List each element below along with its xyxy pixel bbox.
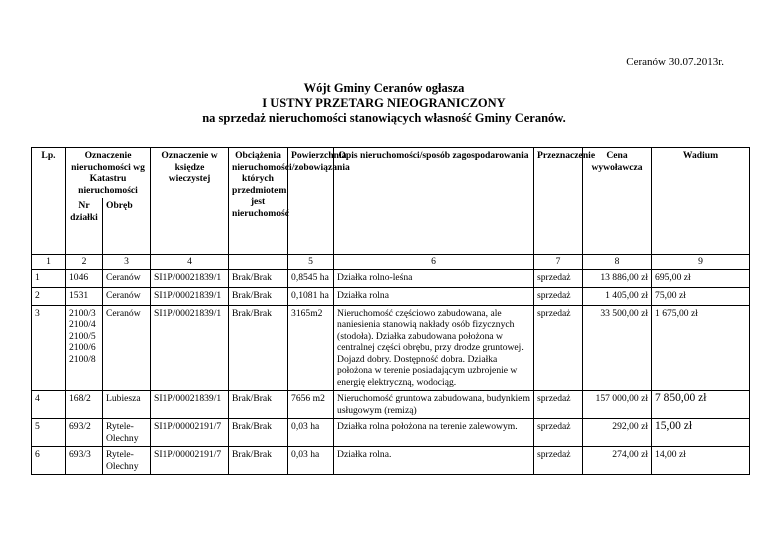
cell-przeznaczenie: sprzedaż: [534, 447, 583, 475]
cell-nr-dzialki: 693/3: [66, 447, 103, 475]
col-opis: Opis nieruchomości/sposób zagospodarowania: [334, 148, 534, 255]
cell-powierzchnia: 0,03 ha: [288, 447, 334, 475]
cell-wadium: 7 850,00 zł: [652, 391, 750, 419]
cell-cena: 33 500,00 zł: [583, 305, 652, 391]
cell-nr-dzialki: 693/2: [66, 419, 103, 447]
col-cena: Cena wywoławcza: [583, 148, 652, 255]
cell-obciazenia: Brak/Brak: [229, 269, 288, 287]
col-number: 6: [334, 255, 534, 270]
cell-cena: 292,00 zł: [583, 419, 652, 447]
column-number-row: [32, 255, 750, 270]
col-nr-dzialki: Nr działki: [66, 198, 103, 255]
announcement-subtitle: na sprzedaż nieruchomości stanowiących własność Gminy Ceranów.: [202, 111, 566, 125]
col-obreb: Obręb: [103, 198, 151, 255]
col-lp: Lp.: [32, 148, 66, 255]
cell-przeznaczenie: sprzedaż: [534, 269, 583, 287]
table-row: [32, 287, 750, 305]
cell-przeznaczenie: sprzedaż: [534, 305, 583, 391]
cell-przeznaczenie: sprzedaż: [534, 419, 583, 447]
cell-nr-dzialki: 1531: [66, 287, 103, 305]
cell-wadium: 1 675,00 zł: [652, 305, 750, 391]
cell-cena: 13 886,00 zł: [583, 269, 652, 287]
table-row: [32, 447, 750, 475]
cell-obreb: Ceranów: [103, 269, 151, 287]
cell-ksiega: SI1P/00021839/1: [151, 391, 229, 419]
col-wadium: Wadium: [652, 148, 750, 255]
cell-ksiega: SI1P/00021839/1: [151, 287, 229, 305]
cell-obreb: Rytele-Olechny: [103, 419, 151, 447]
cell-ksiega: SI1P/00021839/1: [151, 269, 229, 287]
col-number: 2: [66, 255, 103, 270]
cell-wadium: 695,00 zł: [652, 269, 750, 287]
table-row: [32, 391, 750, 419]
cell-obciazenia: Brak/Brak: [229, 287, 288, 305]
cell-lp: 2: [32, 287, 66, 305]
cell-lp: 3: [32, 305, 66, 391]
document-date: Ceranów 30.07.2013r.: [626, 56, 724, 68]
col-number: 8: [583, 255, 652, 270]
table-row: [32, 305, 750, 391]
cell-lp: 1: [32, 269, 66, 287]
property-table: [31, 147, 750, 475]
cell-lp: 4: [32, 391, 66, 419]
cell-obreb: Ceranów: [103, 287, 151, 305]
cell-opis: Działka rolna: [334, 287, 534, 305]
cell-opis: Działka rolna położona na terenie zalewowym.: [334, 419, 534, 447]
cell-powierzchnia: 7656 m2: [288, 391, 334, 419]
cell-cena: 274,00 zł: [583, 447, 652, 475]
cell-obciazenia: Brak/Brak: [229, 447, 288, 475]
col-number: 3: [103, 255, 151, 270]
cell-obciazenia: Brak/Brak: [229, 305, 288, 391]
cell-opis: Nieruchomość gruntowa zabudowana, budynkiem usługowym (remizą): [334, 391, 534, 419]
table-row: [32, 269, 750, 287]
announcement-title: I USTNY PRZETARG NIEOGRANICZONY: [262, 96, 506, 110]
table-row: [32, 419, 750, 447]
cell-obreb: Lubiesza: [103, 391, 151, 419]
col-ksiega: Oznaczenie w księdze wieczystej: [151, 148, 229, 255]
cell-wadium: 15,00 zł: [652, 419, 750, 447]
cell-lp: 6: [32, 447, 66, 475]
cell-ksiega: SI1P/00002191/7: [151, 447, 229, 475]
cell-nr-dzialki: 168/2: [66, 391, 103, 419]
cell-opis: Działka rolna.: [334, 447, 534, 475]
cell-powierzchnia: 0,8545 ha: [288, 269, 334, 287]
col-oznaczenie: Oznaczenie nieruchomości wg Katastru nieruchomości: [66, 148, 151, 199]
cell-wadium: 14,00 zł: [652, 447, 750, 475]
col-number: 9: [652, 255, 750, 270]
cell-obreb: Ceranów: [103, 305, 151, 391]
cell-nr-dzialki: 1046: [66, 269, 103, 287]
cell-cena: 157 000,00 zł: [583, 391, 652, 419]
cell-opis: Nieruchomość częściowo zabudowana, ale naniesienia stanowią nakłady osób fizycznych (stodoła). Działka zabudowana położona w centralnej części obrębu, przy drodze gruntowej. Dojazd dobry. Dostępność dobra. Działka położona w terenie posiadającym uzbrojenie w energię elektryczną, wodociąg.: [334, 305, 534, 391]
cell-ksiega: SI1P/00021839/1: [151, 305, 229, 391]
col-number: 7: [534, 255, 583, 270]
cell-obciazenia: Brak/Brak: [229, 391, 288, 419]
col-number: [229, 255, 288, 270]
cell-powierzchnia: 0,03 ha: [288, 419, 334, 447]
col-przeznaczenie: Przeznaczenie: [534, 148, 583, 255]
cell-powierzchnia: 3165m2: [288, 305, 334, 391]
col-number: 1: [32, 255, 66, 270]
cell-nr-dzialki: 2100/3 2100/4 2100/5 2100/6 2100/8: [66, 305, 103, 391]
col-obciazenia: Obciążenia nieruchomości/zobowiązania których przedmiotem jest nieruchomość: [229, 148, 288, 255]
cell-lp: 5: [32, 419, 66, 447]
cell-przeznaczenie: sprzedaż: [534, 287, 583, 305]
cell-wadium: 75,00 zł: [652, 287, 750, 305]
col-number: 4: [151, 255, 229, 270]
announcement-line-1: Wójt Gminy Ceranów ogłasza: [303, 81, 465, 95]
cell-opis: Działka rolno-leśna: [334, 269, 534, 287]
col-number: 5: [288, 255, 334, 270]
cell-przeznaczenie: sprzedaż: [534, 391, 583, 419]
cell-obreb: Rytele-Olechny: [103, 447, 151, 475]
cell-ksiega: SI1P/00002191/7: [151, 419, 229, 447]
col-powierzchnia: Powierzchnia: [288, 148, 334, 255]
cell-obciazenia: Brak/Brak: [229, 419, 288, 447]
cell-powierzchnia: 0,1081 ha: [288, 287, 334, 305]
header-row: [32, 148, 750, 199]
cell-cena: 1 405,00 zł: [583, 287, 652, 305]
